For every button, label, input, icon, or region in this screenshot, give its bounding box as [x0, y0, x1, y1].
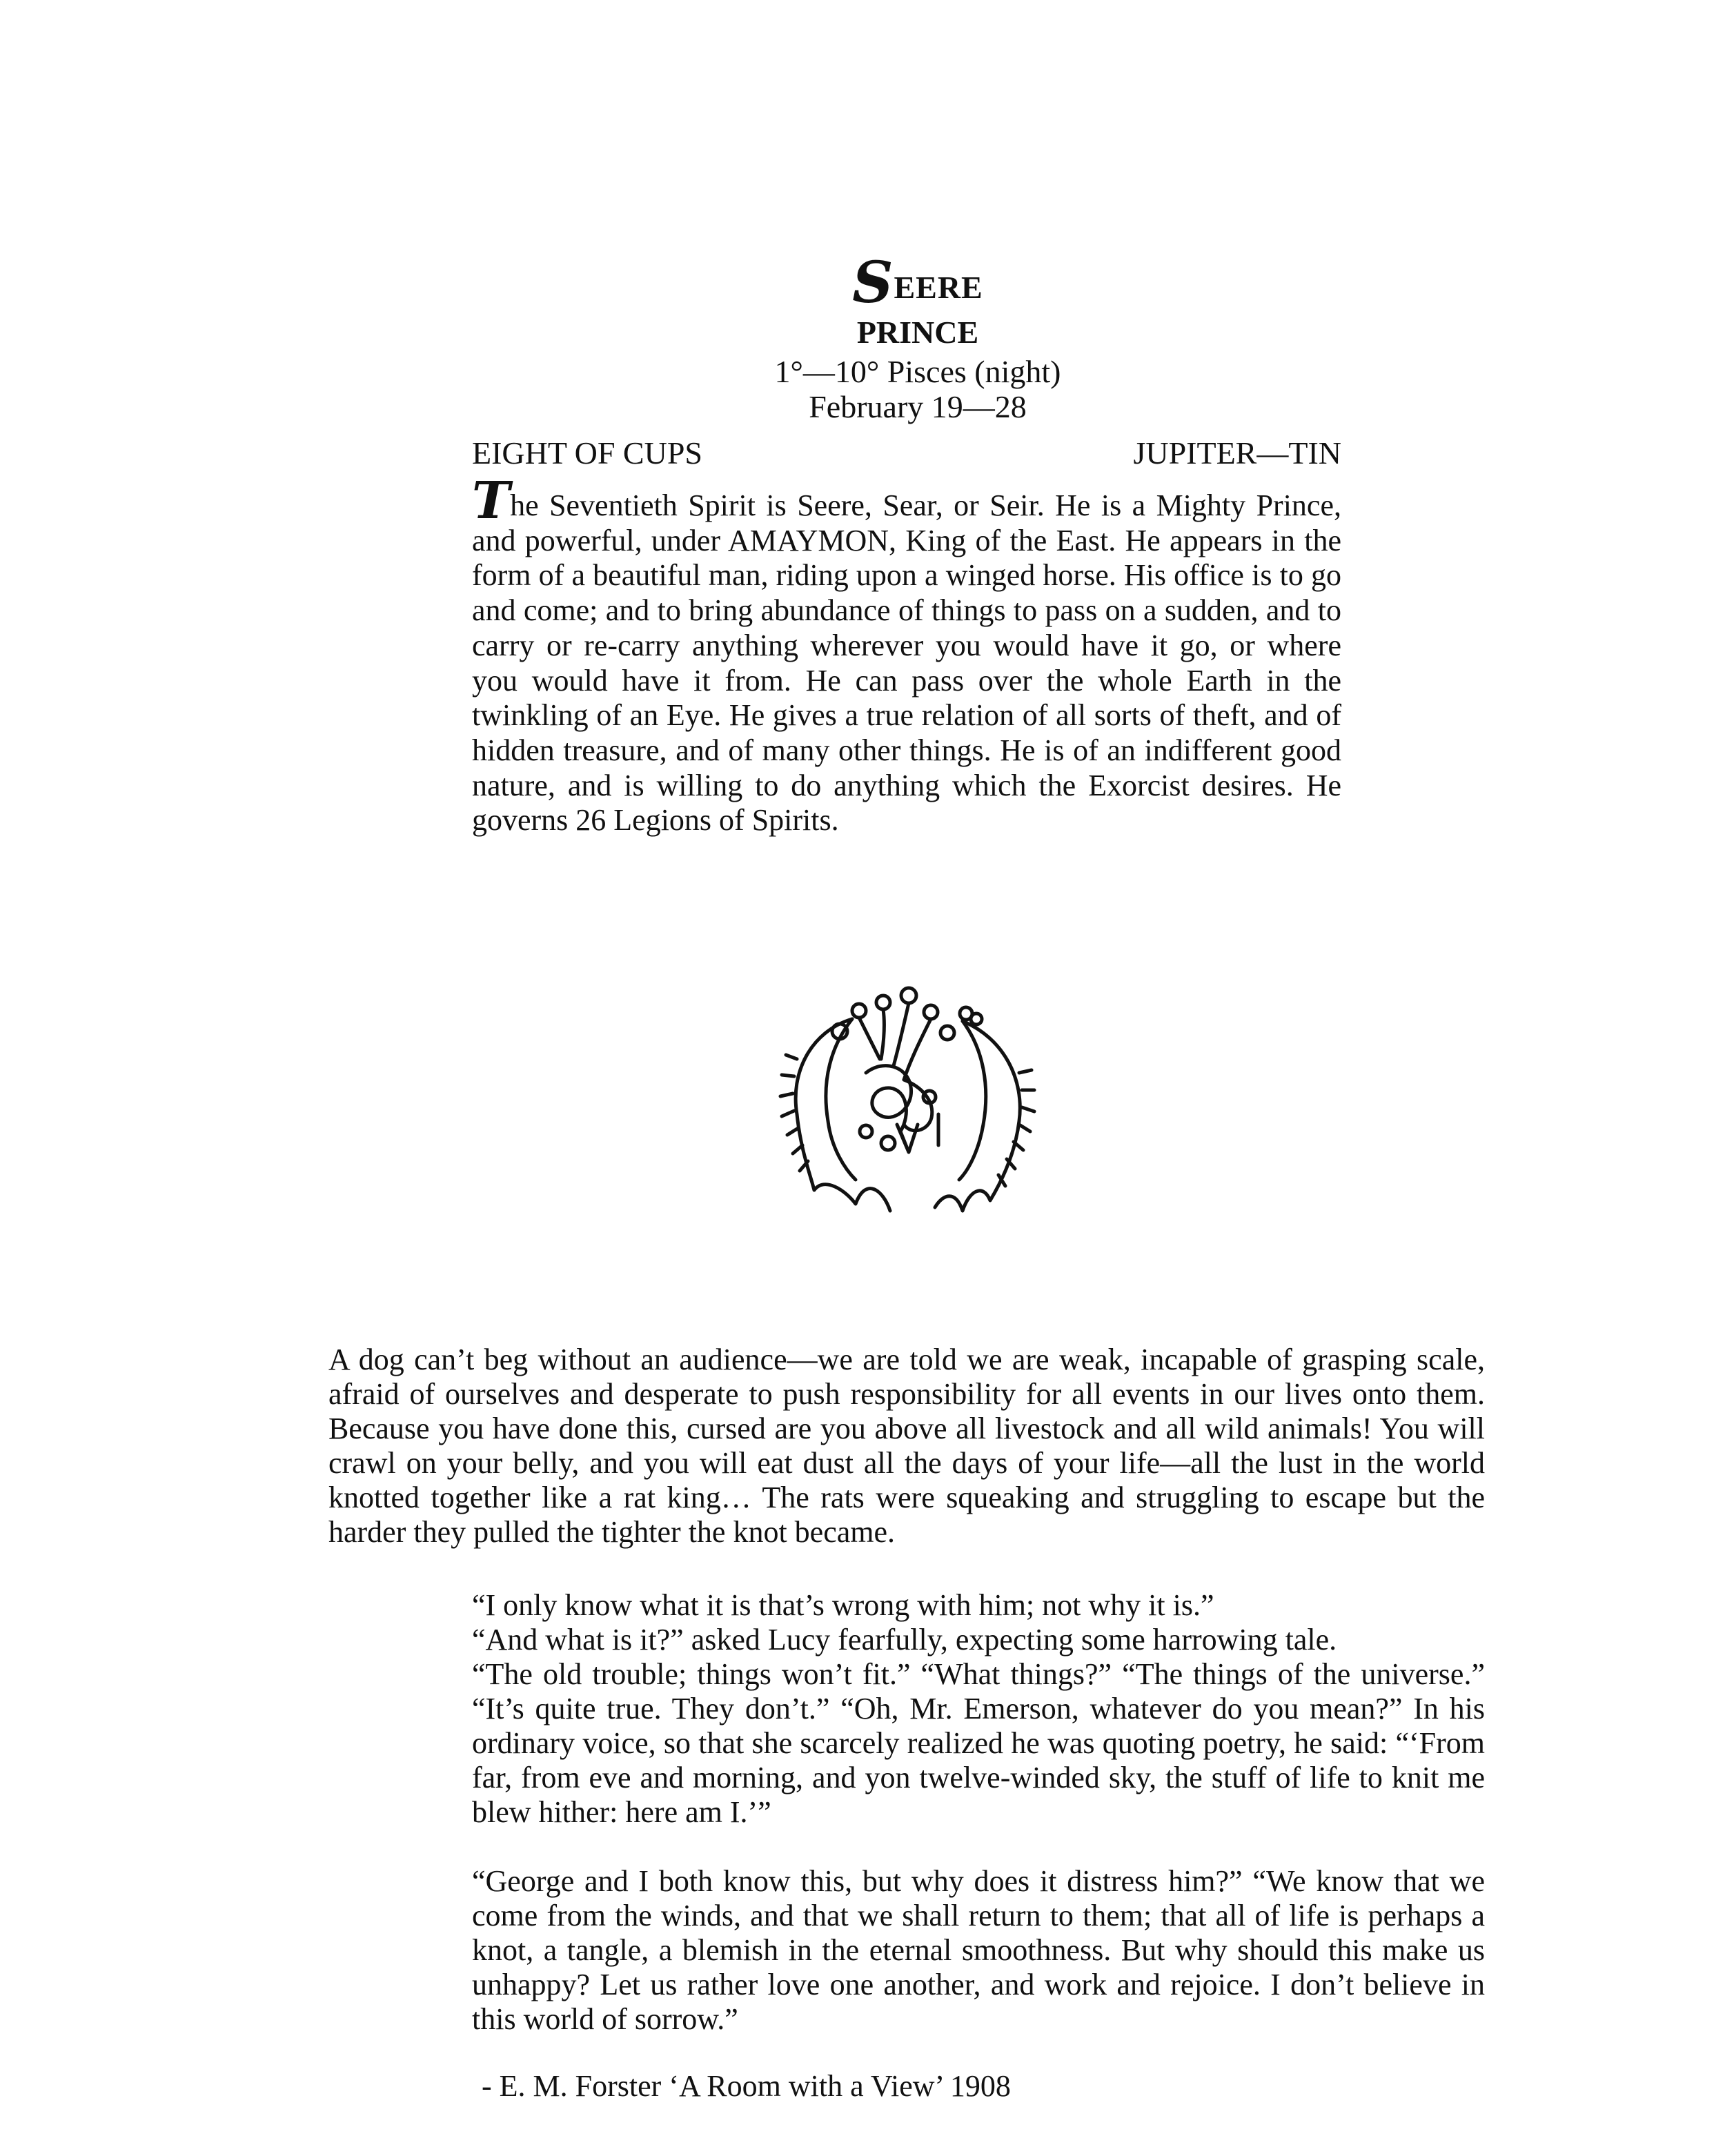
quote-paragraph-2: “George and I both know this, but why does it distress him?” “We know that we come from the winds, and that we shall return to them; that all of life is perhaps a knot, a tangle, a blemish in the eternal smoothness. But why should this make us unhappy? Let us rather love one another, and work and rejoice. I don’t believe in this world of sorrow.”	[472, 1864, 1485, 2036]
spirit-name-initial: S	[852, 250, 894, 316]
spirit-name	[690, 250, 1145, 316]
goetia-description	[472, 471, 1341, 838]
tarot-card: EIGHT OF CUPS	[472, 435, 702, 471]
quote-line-2: “And what is it?” asked Lucy fearfully, expecting some harrowing tale.	[472, 1623, 1337, 1656]
quote-paragraph-1: “The old trouble; things won’t fit.” “What things?” “The things of the universe.” “It’s quite true. They don’t.” “Oh, Mr. Emerson, whatever do you mean?” In his ordinary voice, so that she scarcely realized he was quoting poetry, he said: “‘From far, from eve and morning, and yon twelve-winded sky, the stuff of life to knit me blew hither: here am I.’”	[472, 1657, 1485, 1829]
planet-metal: JUPITER—TIN	[1133, 435, 1341, 471]
quote-block-1	[472, 1588, 1485, 1830]
spirit-rank: PRINCE	[856, 315, 979, 350]
goetia-text: he Seventieth Spirit is Seere, Sear, or Seir. He is a Mighty Prince, and powerful, under AMAYMON, King of the East. He appears in the form of a beautiful man, riding upon a winged horse. His office is to go and come; and to bring abundance of things to pass on a sudden, and to carry or re-carry anything wherever you would have it go, or where you would have it from. He can pass over the whole Earth in the twinkling of an Eye. He gives a true relation of all sorts of theft, and of hidden treasure, and of many other things. He is of an indifferent good nature, and is willing to do anything which the Exorcist desires. He governs 26 Legions of Spirits.	[472, 488, 1341, 838]
spirit-name-rest: EERE	[894, 270, 983, 305]
essay-paragraph: A dog can’t beg without an audience—we are told we are weak, incapable of grasping scale, afraid of ourselves and desperate to push responsibility for all events in our lives onto them. Because you have done this, cursed are you above all livestock and all wild animals! You will crawl on your belly, and you will eat dust all the days of your life—all the lust in the world knotted together like a rat king… The rats were squeaking and struggling to escape but the harder they pulled the tighter the knot became.	[328, 1343, 1485, 1549]
quote-line-1: “I only know what it is that’s wrong with him; not why it is.”	[472, 1588, 1214, 1622]
zodiac-range: 1°—10° Pisces (night)	[774, 354, 1061, 389]
seere-sigil-icon	[762, 983, 1052, 1218]
drop-cap: T	[472, 471, 511, 531]
quote-attribution: - E. M. Forster ‘A Room with a View’ 1908	[482, 2069, 1011, 2103]
date-range: February 19—28	[809, 389, 1027, 424]
